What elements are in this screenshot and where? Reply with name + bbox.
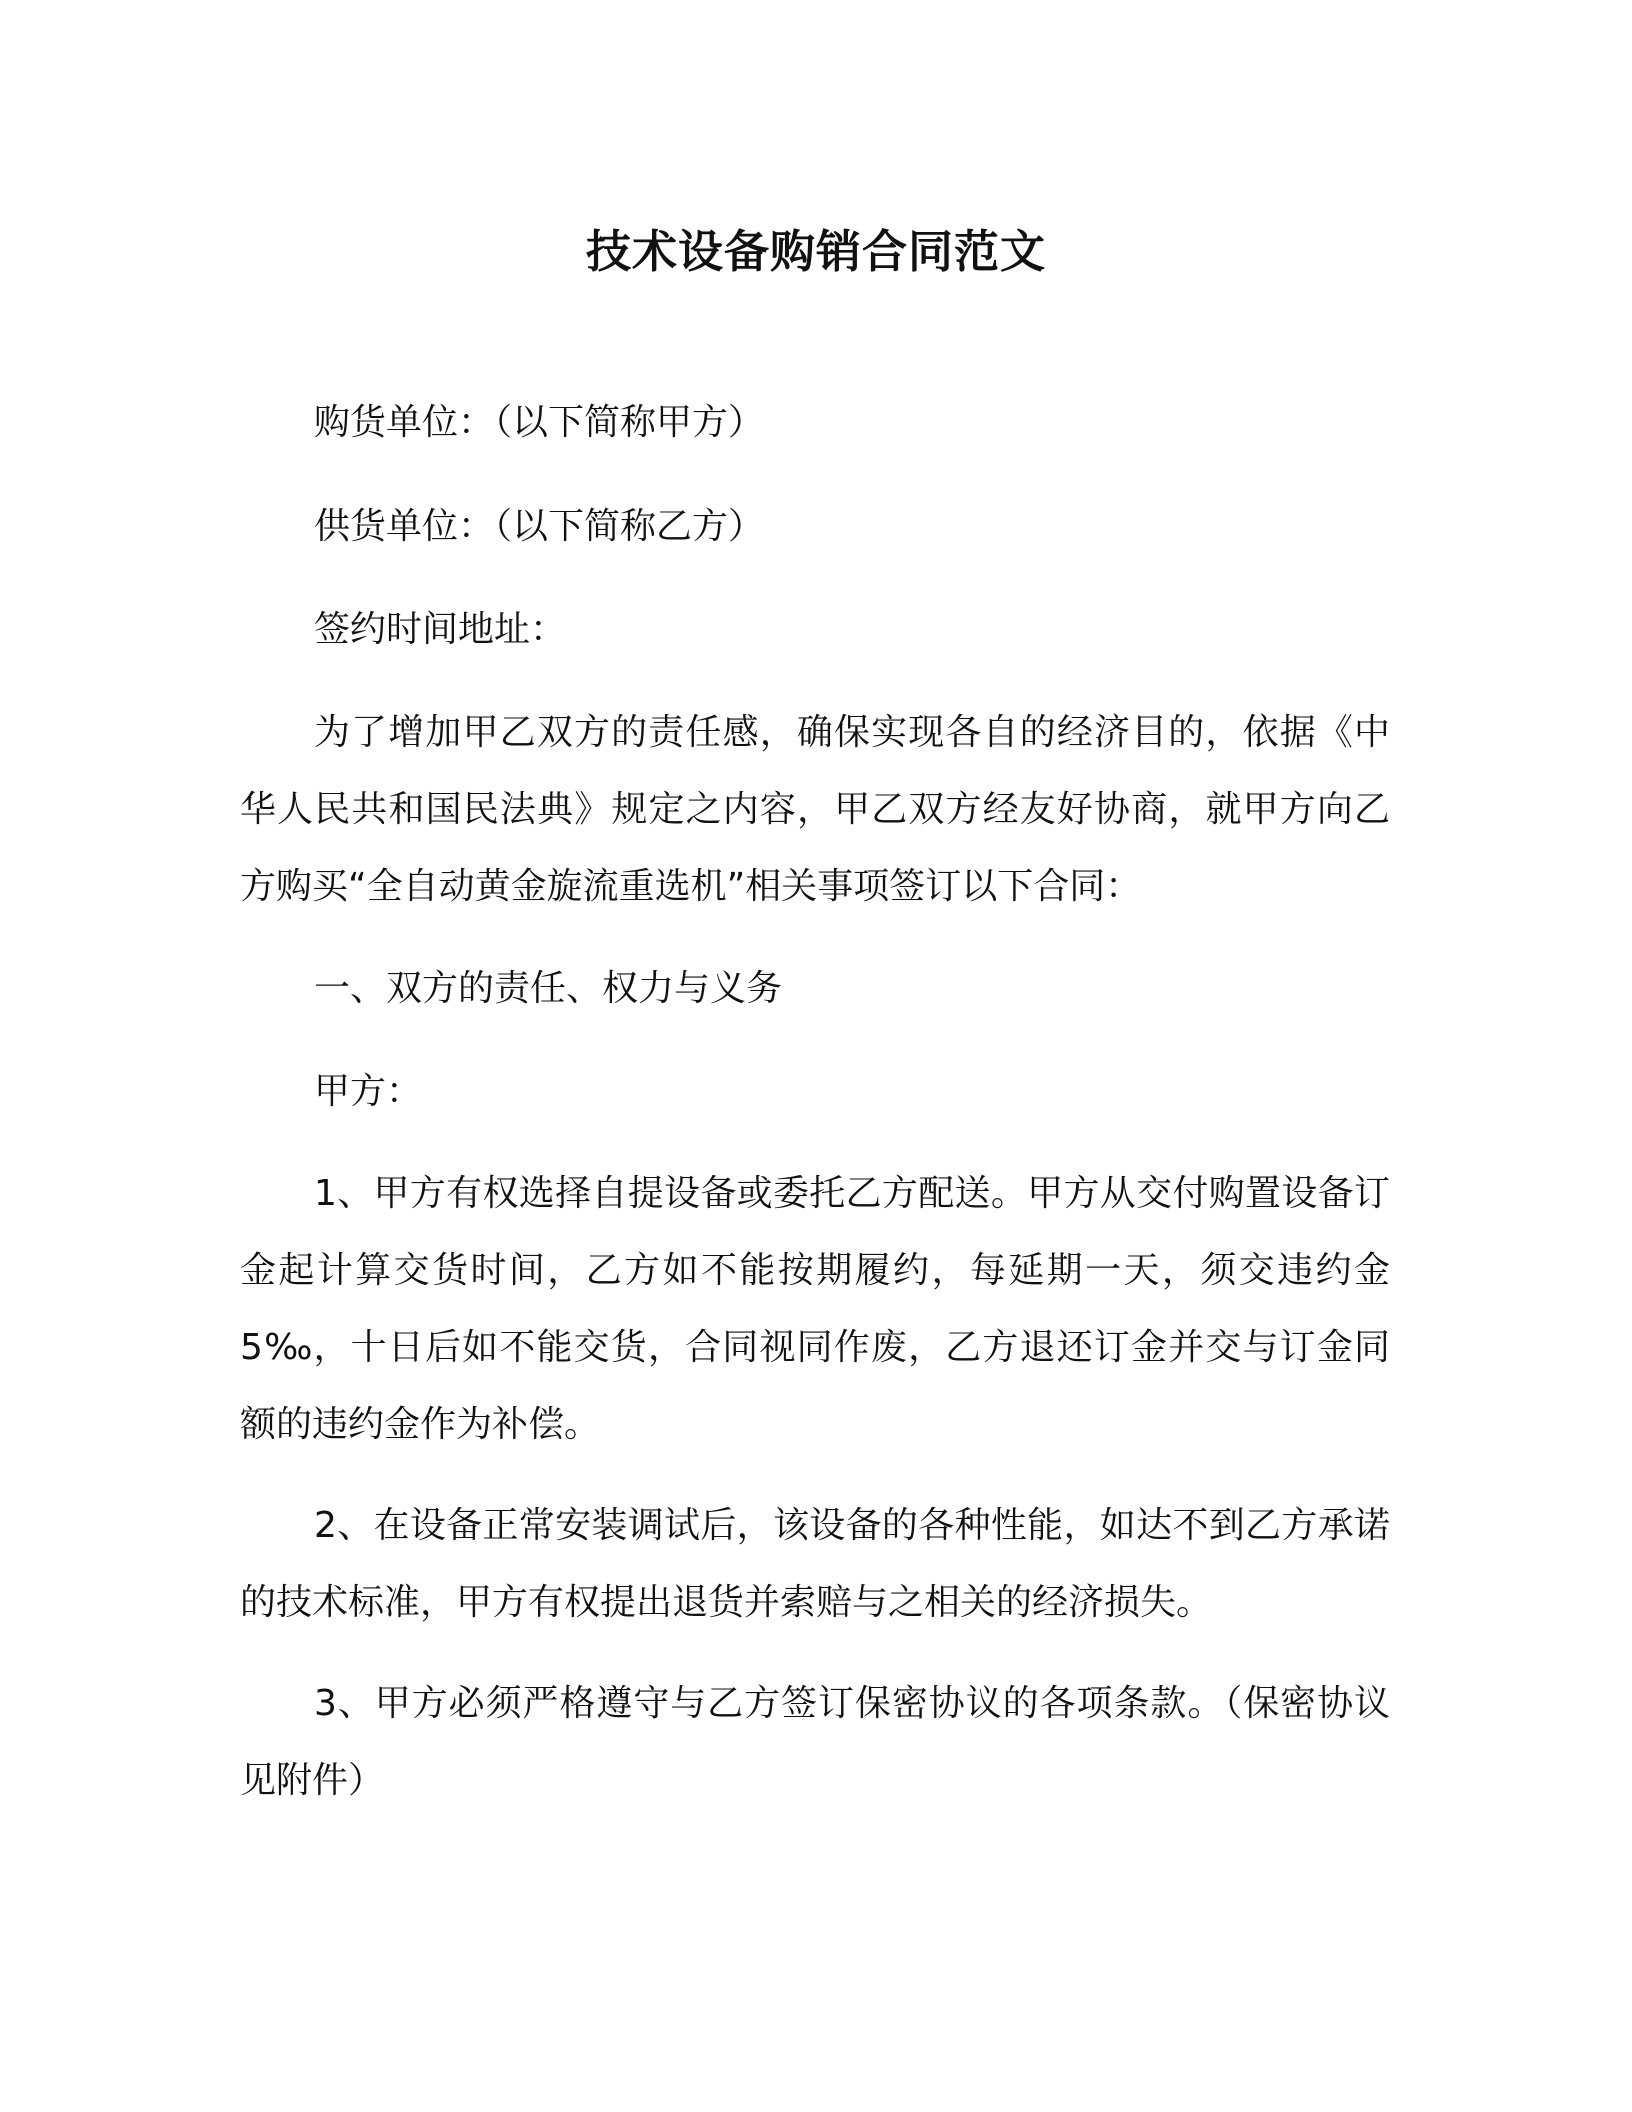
clause-3: 3、甲方必须严格遵守与乙方签订保密协议的各项条款。（保密协议见附件） <box>240 1683 1390 1801</box>
paragraph-preamble: 为了增加甲乙双方的责任感，确保实现各自的经济目的，依据《中华人民共和国民法典》规定之内容，甲乙双方经友好协商，就甲方向乙方购买“全自动黄金旋流重选机”相关事项签订以下合同： <box>240 712 1390 907</box>
paragraph-party-a-label: 甲方： <box>314 1071 423 1112</box>
paragraph-sign-time-address: 签约时间地址： <box>314 609 567 650</box>
document-title: 技术设备购销合同范文 <box>585 225 1046 278</box>
paragraph-supplier: 供货单位：（以下简称乙方） <box>314 506 765 547</box>
paragraph-buyer: 购货单位：（以下简称甲方） <box>314 402 765 443</box>
clause-2: 2、在设备正常安装调试后，该设备的各种性能，如达不到乙方承诺的技术标准，甲方有权提出退货并索赔与之相关的经济损失。 <box>240 1505 1390 1623</box>
section-heading-responsibilities: 一、双方的责任、权力与义务 <box>314 968 783 1009</box>
clause-1: 1、甲方有权选择自提设备或委托乙方配送。甲方从交付购置设备订金起计算交货时间，乙方如不能按期履约，每延期一天，须交违约金 5‰，十日后如不能交货，合同视同作废，乙方退还订金并交与订金同额的违约金作为补偿。 <box>240 1173 1390 1445</box>
